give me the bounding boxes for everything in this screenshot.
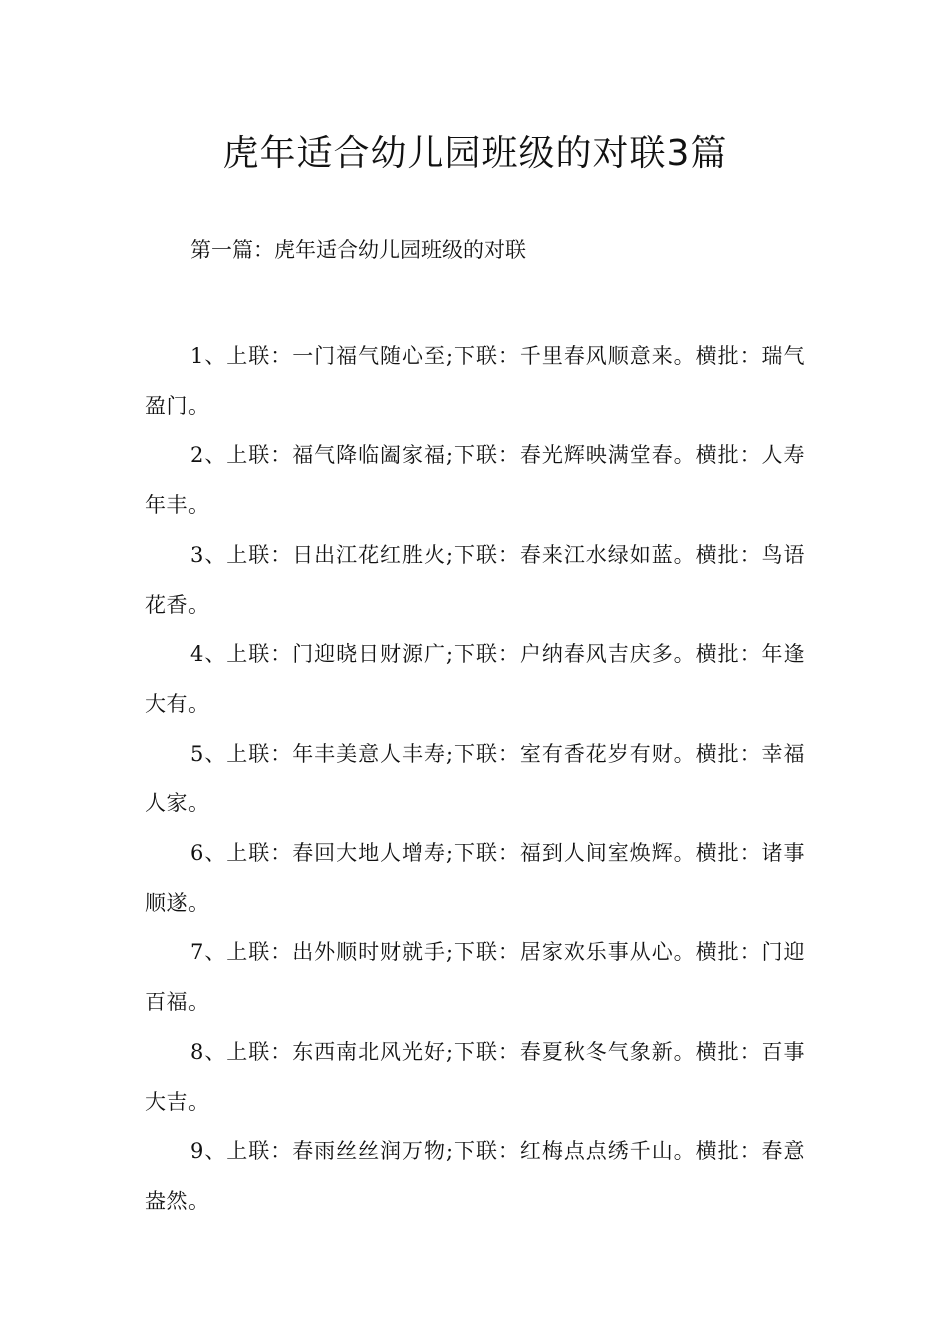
- couplet-item: 3、上联：日出江花红胜火;下联：春来江水绿如蓝。横批：鸟语花香。: [145, 542, 805, 617]
- document-title: 虎年适合幼儿园班级的对联3篇: [222, 133, 728, 174]
- couplet-item: 7、上联：出外顺时财就手;下联：居家欢乐事从心。横批：门迎百福。: [145, 940, 805, 1015]
- couplet-item: 1、上联：一门福气随心至;下联：千里春风顺意来。横批：瑞气盈门。: [145, 344, 805, 418]
- couplet-list: [145, 332, 805, 1227]
- couplet-item: 9、上联：春雨丝丝润万物;下联：红梅点点绣千山。横批：春意盎然。: [145, 1139, 805, 1213]
- couplet-item: 8、上联：东西南北风光好;下联：春夏秋冬气象新。横批：百事大吉。: [145, 1039, 805, 1114]
- section-heading: 第一篇：虎年适合幼儿园班级的对联: [190, 238, 526, 262]
- couplet-item: 5、上联：年丰美意人丰寿;下联：室有香花岁有财。横批：幸福人家。: [145, 741, 805, 816]
- couplet-item: 2、上联：福气降临阖家福;下联：春光辉映满堂春。横批：人寿年丰。: [145, 443, 805, 518]
- couplet-item: 4、上联：门迎晓日财源广;下联：户纳春风吉庆多。横批：年逢大有。: [145, 642, 805, 716]
- couplet-item: 6、上联：春回大地人增寿;下联：福到人间室焕辉。横批：诸事顺遂。: [145, 841, 805, 915]
